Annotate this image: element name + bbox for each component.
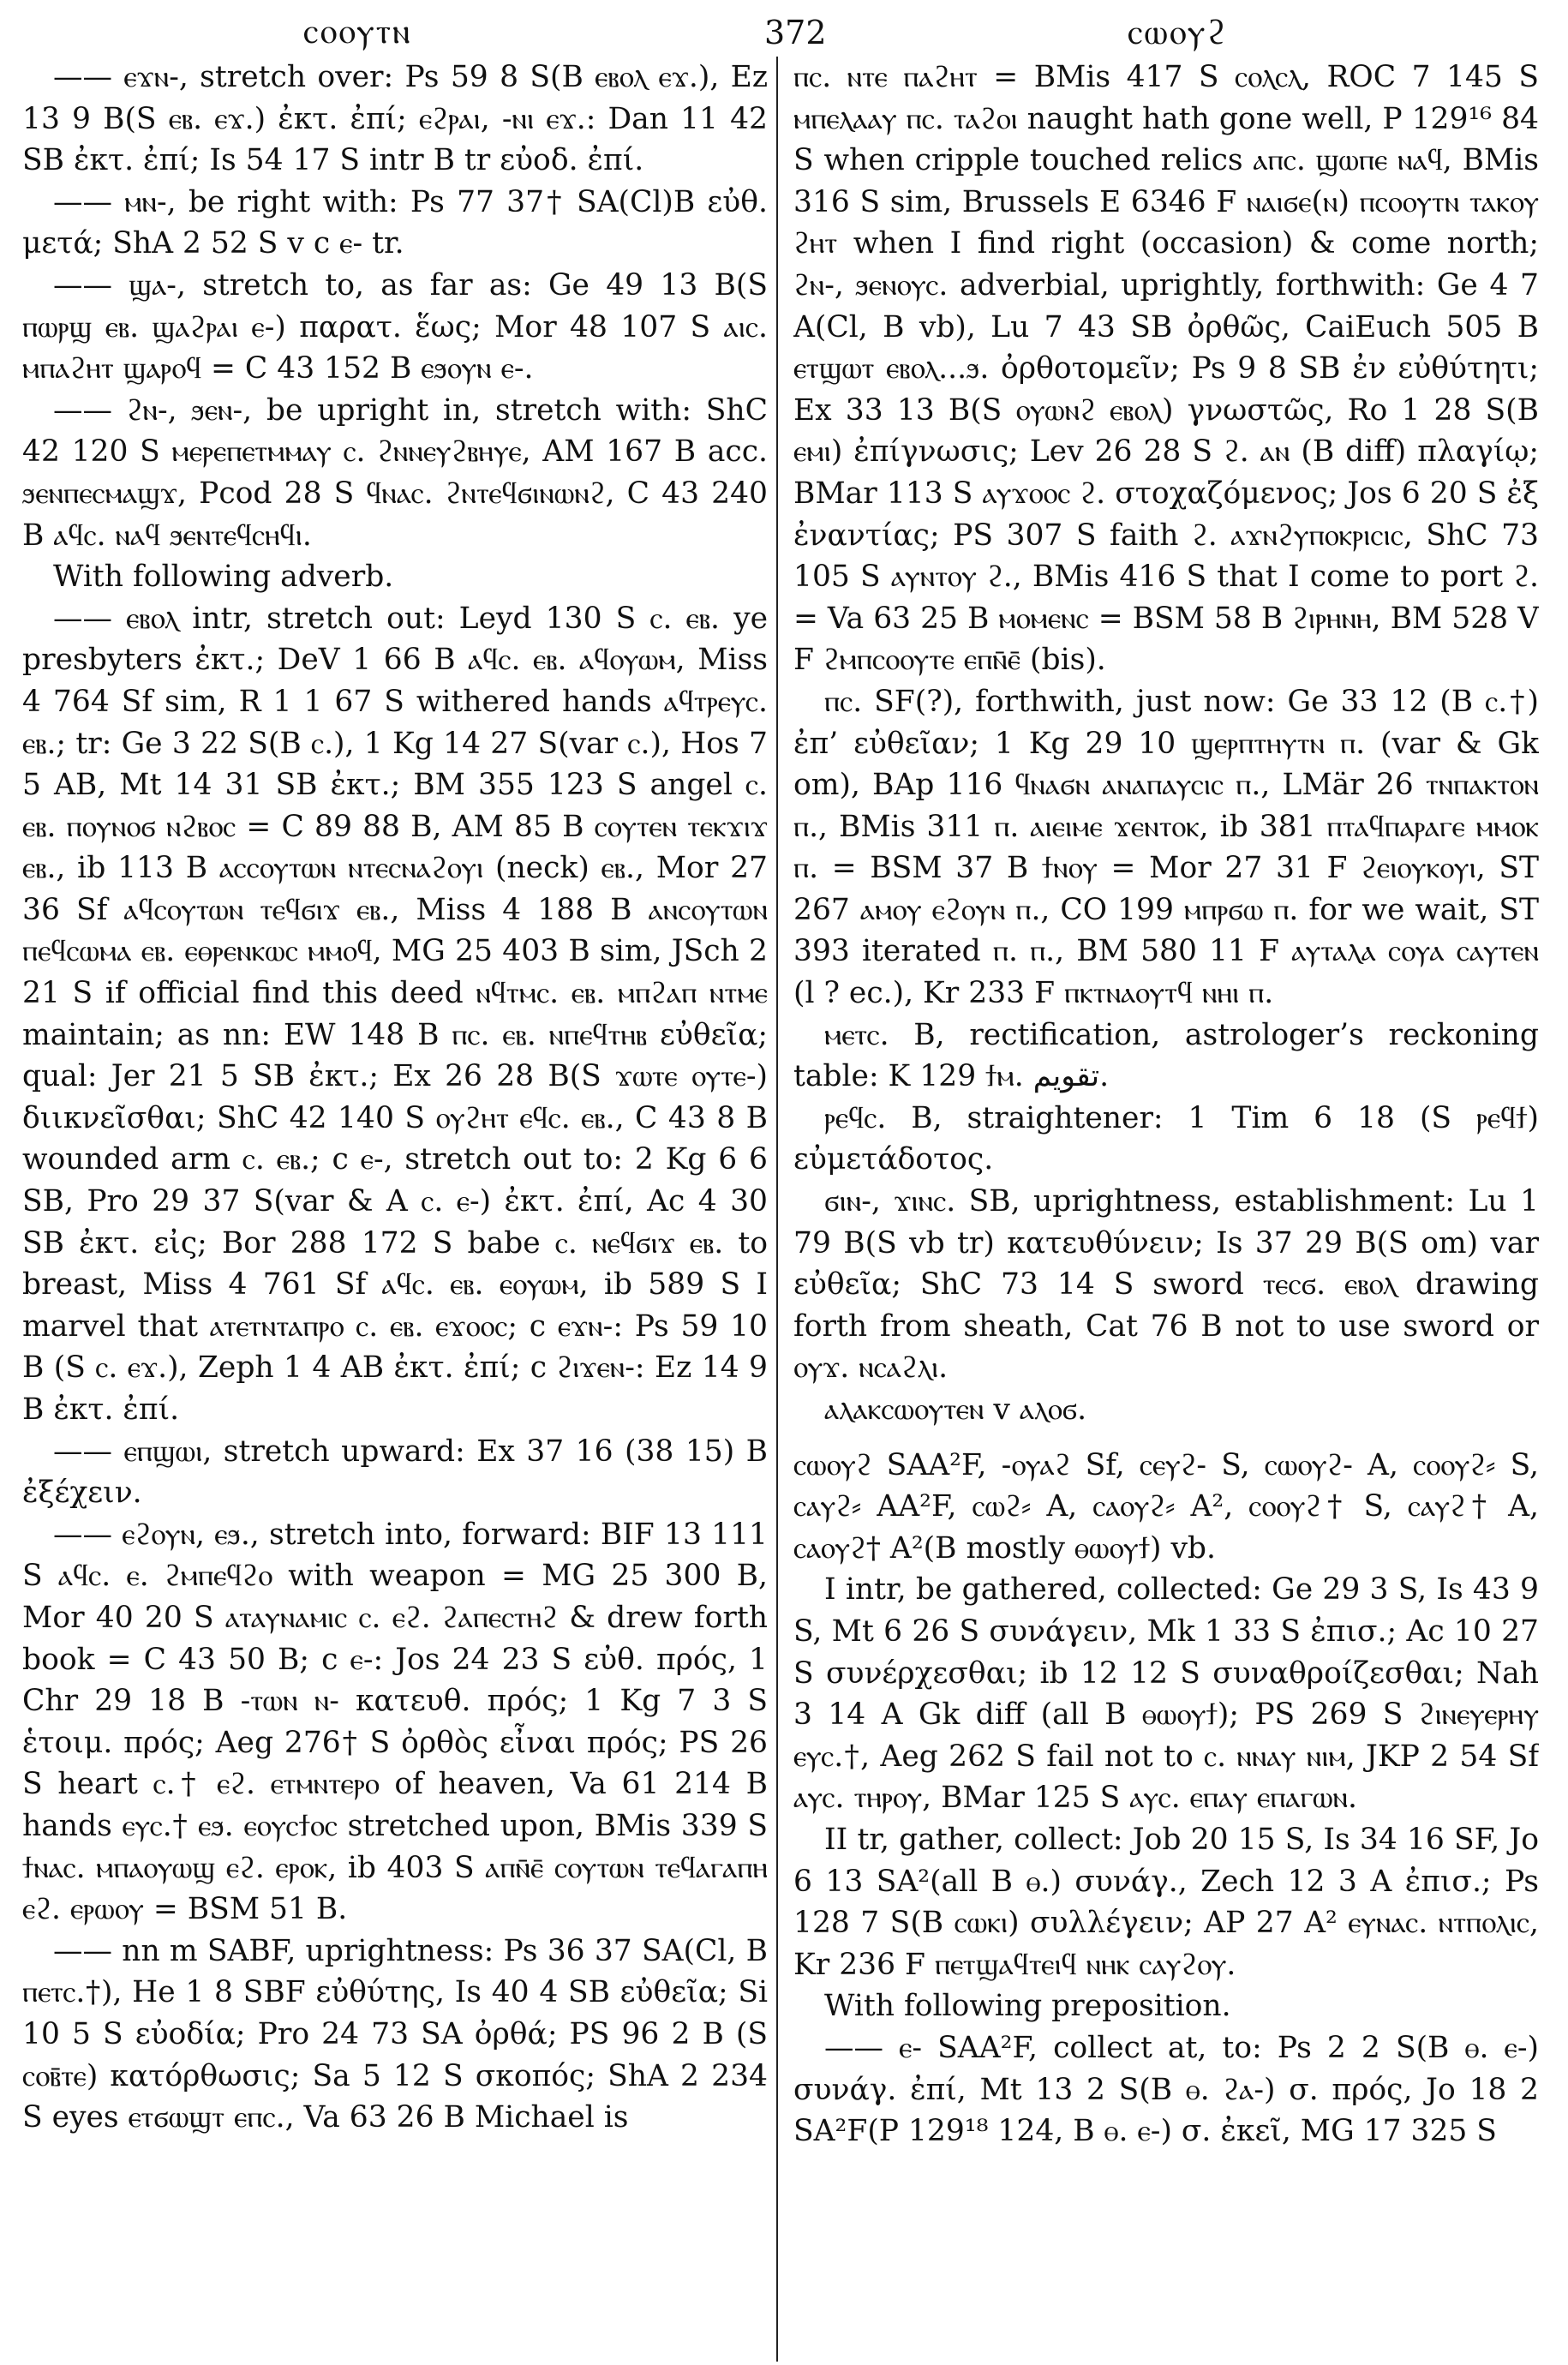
entry-paragraph: ⲡⲥ. ⲛⲧⲉ ⲡⲁϩⲏⲧ = BMis 417 S ⲥⲟⲗⲥⲗ, ROC 7 145 S ⲙⲡⲉⲗⲁⲁⲩ ⲡⲥ. ⲧⲁϩⲟⲓ naught hath gone well, P 129¹⁶ 84 S when cripple touched relics ⲁⲡⲥ. ϣⲱⲡⲉ ⲛⲁϥ, BMis 316 S sim, Brussels E 6346 F ⲛⲁⲓϭⲉ(ⲛ) ⲡⲥⲟⲟⲩⲧⲛ ⲧⲁⲕⲟⲩ ϩⲏⲧ when I find right (occasion) & come north; ϩⲛ-, ϧⲉⲛⲟⲩⲥ. adverbial, uprightly, forthwith: Ge 4 7 A(Cl, B vb), Lu 7 43 SB ὀρθῶς, CaiEuch 505 B ⲉⲧϣⲱⲧ ⲉⲃⲟⲗ...ϧ. ὀρθοτομεῖν; Ps 9 8 SB ἐν εὐθύτητι; Ex 33 13 B(S ⲟⲩⲱⲛϩ ⲉⲃⲟⲗ) γνωστῶς, Ro 1 28 S(B ⲉⲙⲓ) ἐπίγνωσις; Lev 26 28 S ϩ. ⲁⲛ (B diff) πλαγίῳ; BMar 113 S ⲁⲩϫⲟⲟⲥ ϩ. στοχαζόμενος; Jos 6 20 S ἐξ ἐναντίας; PS 307 S faith ϩ. ⲁϫⲛϩⲩⲡⲟⲕⲣⲓⲥⲓⲥ, ShC 73 105 S ⲁⲩⲛⲧⲟⲩ ϩ., BMis 416 S that I come to port ϩ. = Va 63 25 B ⲙⲟⲙⲉⲛⲥ = BSM 58 B ϩⲓⲣⲏⲛⲏ, BM 528 V F ϩⲙⲡⲥⲟⲟⲩⲧⲉ ⲉⲡⲛ̄ⲉ̄ (bis). [793,60,1539,678]
section-note: With following adverb. [53,560,394,595]
entry-paragraph: ⲡⲥ. SF(?), forthwith, just now: Ge 33 12 (B ⲥ.†) ἐπ’ εὐθεῖαν; 1 Kg 29 10 ϣⲉⲣⲡⲧⲏⲩⲧⲛ ⲡ. (var & Gk om), BAp 116 ϥⲛⲁϭⲛ ⲁⲛⲁⲡⲁⲩⲥⲓⲥ ⲡ., LMär 26 ⲧⲛⲡⲁⲕⲧⲟⲛ ⲡ., BMis 311 ⲡ. ⲁⲓⲉⲓⲙⲉ ϫⲉⲛⲧⲟⲕ, ib 381 ⲡⲧⲁϥⲡⲁⲣⲁⲅⲉ ⲙⲙⲟⲕ ⲡ. = BSM 37 B ϯⲛⲟⲩ = Mor 27 31 F ϩⲉⲓⲟⲩⲕⲟⲩⲓ, ST 267 ⲁⲙⲟⲩ ⲉϩⲟⲩⲛ ⲡ., CO 199 ⲙⲡⲣϭⲱ ⲡ. for we wait, ST 393 iterated ⲡ. ⲡ., BM 580 11 F ⲁⲩⲧⲁⲗⲁ ⲥⲟⲩⲁ ⲥⲁⲩⲧⲉⲛ (l ? ec.), Kr 233 F ⲡⲕⲧⲛⲁⲟⲩⲧϥ ⲛⲏⲓ ⲡ. [793,684,1539,1011]
right-running-headword: ⲥⲱⲟⲩϩ [1128,13,1228,52]
entry-paragraph: —— ϩⲛ-, ϧⲉⲛ-, be upright in, stretch with: ShC 42 120 S ⲙⲉⲣⲉⲡⲉⲧⲙⲙⲁⲩ ⲥ. ϩⲛⲛⲉⲩϩⲃⲏⲩⲉ, AM 167 B acc. ϧⲉⲛⲡⲉⲥⲙⲁϣϫ, Pcod 28 S ϥⲛⲁⲥ. ϩⲛⲧⲉϥϭⲓⲛⲱⲛϩ, C 43 240 B ⲁϥⲥ. ⲛⲁϥ ϧⲉⲛⲧⲉϥⲥⲏϥⲓ. [22,392,768,553]
entry-paragraph: —— nn m SABF, uprightness: Ps 36 37 SA(Cl, B ⲡⲉⲧⲥ.†), He 1 8 SBF εὐθύτης, Is 40 4 SB εὐθεῖα; Si 10 5 S εὐοδία; Pro 24 73 SA ὀρθά; PS 96 2 B (S ⲥⲟⲃ̄ⲧⲉ) κατόρθωσις; Sa 5 12 S σκοπός; ShA 2 234 S eyes ⲉⲧϭⲱϣⲧ ⲉⲡⲥ., Va 63 26 B Michael is [22,1933,768,2135]
left-running-headword: ⲥⲟⲟⲩⲧⲛ [303,12,412,51]
column-divider [776,57,778,2362]
entry-paragraph: I intr, be gathered, collected: Ge 29 3 S, Is 43 9 S, Mt 6 26 S συνάγειν, Mk 1 33 S ἐπισ.; Ac 10 27 S συνέρχεσθαι; ib 12 12 S συναθροίζεσθαι; Nah 3 14 A Gk diff (all B ⲑⲱⲟⲩϯ); PS 269 S ϩⲓⲛⲉⲩⲉⲣⲏⲩ ⲉⲩⲥ.†, Aeg 262 S fail not to ⲥ. ⲛⲛⲁⲩ ⲛⲓⲙ, JKP 2 54 Sf ⲁⲩⲥ. ⲧⲏⲣⲟⲩ, BMar 125 S ⲁⲩⲥ. ⲉⲡⲁⲩ ⲉⲡⲁⲅⲱⲛ. [793,1572,1539,1816]
entry-paragraph: —— ⲙⲛ-, be right with: Ps 77 37† SA(Cl)B εὐθ. μετά; ShA 2 52 S v c ⲉ- tr. [22,184,768,261]
section-note: With following preposition. [824,1989,1231,2024]
entry-paragraph: —— ⲉϫⲛ-, stretch over: Ps 59 8 S(B ⲉⲃⲟⲗ ⲉϫ.), Ez 13 9 B(S ⲉⲃ. ⲉϫ.) ἐκτ. ἐπί; ⲉϩⲣⲁⲓ, -ⲛⲓ ⲉϫ.: Dan 11 42 SB ἐκτ. ἐπί; Is 54 17 S intr B tr εὐοδ. ἐπί. [22,60,768,178]
cross-reference: ⲁⲗⲁⲕⲥⲱⲟⲩⲧⲉⲛ v ⲁⲗⲟϭ. [824,1392,1087,1427]
entry-paragraph: —— ⲉϩⲟⲩⲛ, ⲉϧ., stretch into, forward: BIF 13 111 S ⲁϥⲥ. ⲉ. ϩⲙⲡⲉϥϩⲟ with weapon = MG 25 300 B, Mor 40 20 S ⲁⲧⲁⲩⲛⲁⲙⲓⲥ ⲥ. ⲉϩ. ϩⲁⲡⲉⲥⲧⲏϩ & drew forth book = C 43 50 B; c ⲉ-: Jos 24 23 S εὐθ. πρός, 1 Chr 29 18 B -ⲧⲱⲛ ⲛ- κατευθ. πρός; 1 Kg 7 3 S ἑτοιμ. πρός; Aeg 276† S ὀρθὸς εἶναι πρός; PS 26 S heart ⲥ.† ⲉϩ. ⲉⲧⲙⲛⲧⲉⲣⲟ of heaven, Va 61 214 B hands ⲉⲩⲥ.† ⲉϧ. ⲉⲟⲩⲥϯⲟⲥ stretched upon, BMis 339 S ϯⲛⲁⲥ. ⲙⲡⲁⲟⲩⲱϣ ⲉϩ. ⲉⲣⲟⲕ, ib 403 S ⲁⲡⲛ̄ⲉ̄ ⲥⲟⲩⲧⲱⲛ ⲧⲉϥⲁⲅⲁⲡⲏ ⲉϩ. ⲉⲣⲱⲟⲩ = BSM 51 B. [22,1517,768,1927]
entry-paragraph: ϭⲓⲛ-, ϫⲓⲛⲥ. SB, uprightness, establishment: Lu 1 79 B(S vb tr) κατευθύνειν; Is 37 29 B(S om) var εὐθεῖα; ShC 73 14 S sword ⲧⲉⲥϭ. ⲉⲃⲟⲗ drawing forth from sheath, Cat 76 B not to use sword or ⲟⲩϫ. ⲛⲥⲁϩⲗⲓ. [793,1184,1539,1386]
entry-paragraph: ⲙⲉⲧⲥ. B, rectification, astrologer’s reckoning table: K 129 ϯⲙ. تقويم. [793,1017,1539,1094]
entry-paragraph: —— ⲉ- SAA²F, collect at, to: Ps 2 2 S(B ⲑ. ⲉ-) συνάγ. ἐπί, Mt 13 2 S(B ⲑ. ϩⲁ-) σ. πρός, Jo 18 2 SA²F(P 129¹⁸ 124, B ⲑ. ⲉ-) σ. ἐκεῖ, MG 17 325 S [793,2030,1539,2149]
entry-paragraph: —— ⲉⲡϣⲱⲓ, stretch upward: Ex 37 16 (38 15) B ἐξέχειν. [22,1434,768,1511]
page-header [21,12,1547,63]
entry-paragraph: —— ϣⲁ-, stretch to, as far as: Ge 49 13 B(S ⲡⲱⲣϣ ⲉⲃ. ϣⲁϩⲣⲁⲓ ⲉ-) παρατ. ἕως; Mor 48 107 S ⲁⲓⲥ. ⲙⲡⲁϩⲏⲧ ϣⲁⲣⲟϥ = C 43 152 B ⲉϧⲟⲩⲛ ⲉ-. [22,267,768,386]
entry-paragraph: ⲣⲉϥⲥ. B, straightener: 1 Tim 6 18 (S ⲣⲉϥϯ) εὐμετάδοτος. [793,1100,1539,1177]
page-number: 372 [764,14,827,51]
entry-paragraph: —— ⲉⲃⲟⲗ intr, stretch out: Leyd 130 S ⲥ. ⲉⲃ. ye presbyters ἐκτ.; DeV 1 66 B ⲁϥⲥ. ⲉⲃ. ⲁϥⲟⲩⲱⲙ, Miss 4 764 Sf sim, R 1 1 67 S withered hands ⲁϥⲧⲣⲉⲩⲥ. ⲉⲃ.; tr: Ge 3 22 S(B ⲥ.), 1 Kg 14 27 S(var ⲥ.), Hos 7 5 AB, Mt 14 31 SB ἐκτ.; BM 355 123 S angel ⲥ. ⲉⲃ. ⲡⲟⲩⲛⲟϭ ⲛϩⲃⲟⲥ = C 89 88 B, AM 85 B ⲥⲟⲩⲧⲉⲛ ⲧⲉⲕϫⲓϫ ⲉⲃ., ib 113 B ⲁⲥⲥⲟⲩⲧⲱⲛ ⲛⲧⲉⲥⲛⲁϩⲟⲩⲓ (neck) ⲉⲃ., Mor 27 36 Sf ⲁϥⲥⲟⲩⲧⲱⲛ ⲧⲉϥϭⲓϫ ⲉⲃ., Miss 4 188 B ⲁⲛⲥⲟⲩⲧⲱⲛ ⲡⲉϥⲥⲱⲙⲁ ⲉⲃ. ⲉⲑⲣⲉⲛⲕⲱⲥ ⲙⲙⲟϥ, MG 25 403 B sim, JSch 2 21 S if official find this deed ⲛϥⲧⲙⲥ. ⲉⲃ. ⲙⲡϩⲁⲡ ⲛⲧⲙⲉ maintain; as nn: EW 148 B ⲡⲥ. ⲉⲃ. ⲛⲡⲉϥⲧⲏⲃ εὐθεῖα; qual: Jer 21 5 SB ἐκτ.; Ex 26 28 B(S ϫⲱⲧⲉ ⲟⲩⲧⲉ-) διικνεῖσθαι; ShC 42 140 S ⲟⲩϩⲏⲧ ⲉϥⲥ. ⲉⲃ., C 43 8 B wounded arm ⲥ. ⲉⲃ.; c ⲉ-, stretch out to: 2 Kg 6 6 SB, Pro 29 37 S(var & A ⲥ. ⲉ-) ἐκτ. ἐπί, Ac 4 30 SB ἐκτ. εἰς; Bor 288 172 S babe ⲥ. ⲛⲉϥϭⲓϫ ⲉⲃ. to breast, Miss 4 761 Sf ⲁϥⲥ. ⲉⲃ. ⲉⲟⲩⲱⲙ, ib 589 S I marvel that ⲁⲧⲉⲧⲛⲧⲁⲡⲣⲟ ⲥ. ⲉⲃ. ⲉϫⲟⲟⲥ; c ⲉϫⲛ-: Ps 59 10 B (S ⲥ. ⲉϫ.), Zeph 1 4 AB ἐκτ. ἐπί; c ϩⲓϫⲉⲛ-: Ez 14 9 B ἐκτ. ἐπί. [22,601,768,1427]
left-column [22,57,768,2353]
headword-entry: ⲥⲱⲟⲩϩ SAA²F, -ⲟⲩⲁϩ Sf, ⲥⲉⲩϩ- S, ⲥⲱⲟⲩϩ- A, ⲥⲟⲟⲩϩ⸗ S, ⲥⲁⲩϩ⸗ AA²F, ⲥⲱϩ⸗ A, ⲥⲁⲟⲩϩ⸗ A², ⲥⲟⲟⲩϩ† S, ⲥⲁⲩϩ† A, ⲥⲁⲟⲩϩ† A²(B mostly ⲑⲱⲟⲩϯ) vb. [793,1447,1539,1566]
right-column [793,57,1539,2353]
entry-paragraph: II tr, gather, collect: Job 20 15 S, Is 34 16 SF, Jo 6 13 SA²(all B ⲑ.) συνάγ., Zech 12 3 A ἐπισ.; Ps 128 7 S(B ⲥⲱⲕⲓ) συλλέγειν; AP 27 A² ⲉⲩⲛⲁⲥ. ⲛⲧⲡⲟⲗⲓⲥ, Kr 236 F ⲡⲉⲧϣⲁϥⲧⲉⲓϥ ⲛⲏⲕ ⲥⲁⲩϩⲟⲩ. [793,1822,1539,1982]
